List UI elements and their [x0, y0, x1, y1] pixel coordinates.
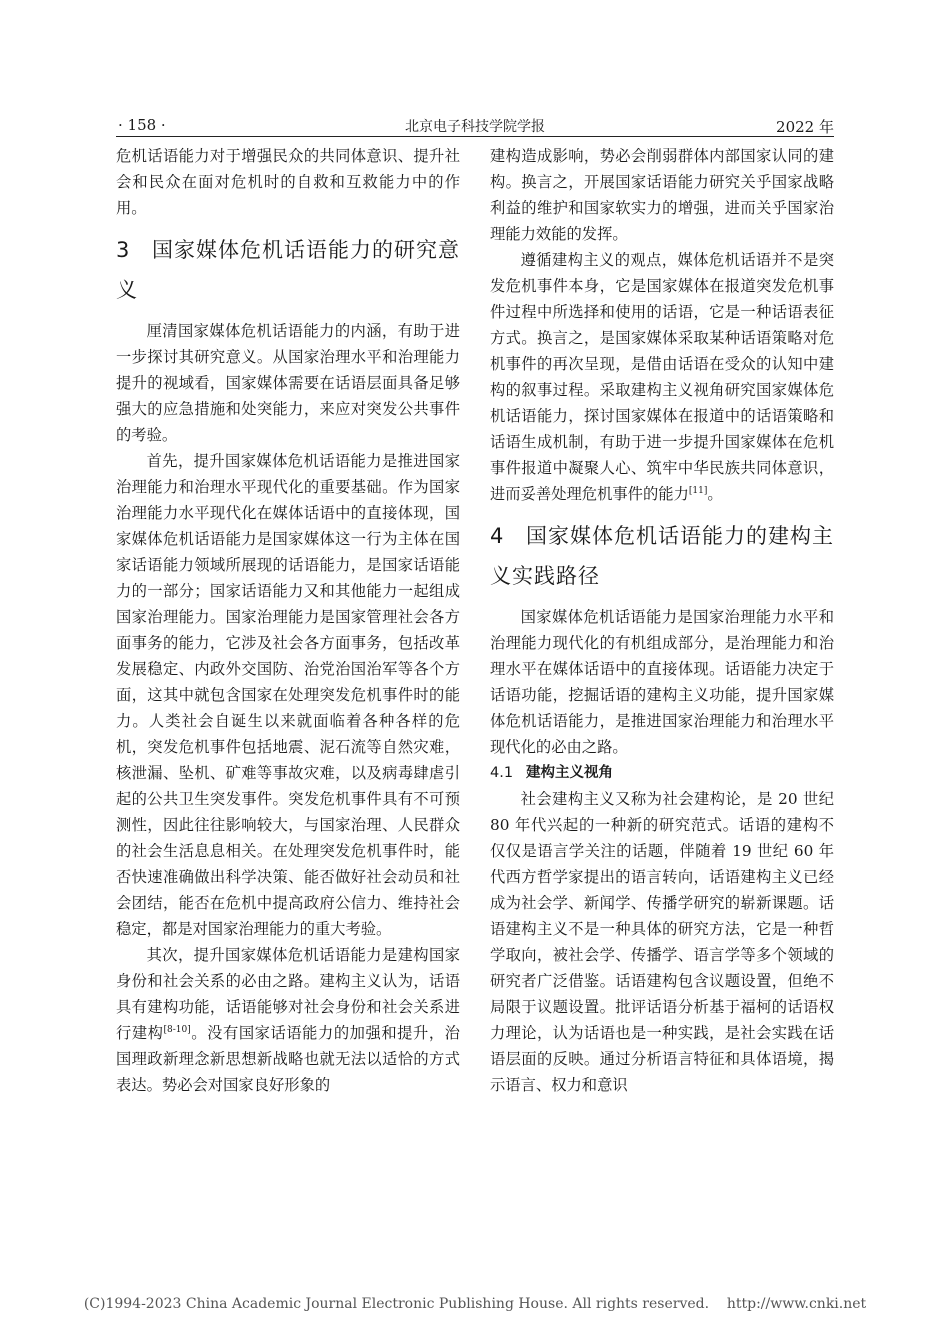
- page-number: · 158 ·: [118, 116, 166, 134]
- paragraph: [116, 942, 460, 1098]
- paragraph: [490, 247, 834, 507]
- copyright-footer: (C)1994-2023 China Academic Journal Electronic Publishing House. All rights reserved. http://www.cnki.net: [83, 1296, 867, 1312]
- journal-title: 北京电子科技学院学报: [405, 119, 545, 135]
- running-header: [116, 112, 834, 138]
- header-rule: [116, 136, 834, 137]
- right-column: [490, 143, 834, 1098]
- paragraph: 首先，提升国家媒体危机话语能力是推进国家治理能力和治理水平现代化的重要基础。作为国家治理能力水平现代化在媒体话语中的直接体现，国家媒体危机话语能力是国家媒体这一行为主体在国家话语能力领域所展现的话语能力，是国家话语能力的一部分；国家话语能力又和其他能力一起组成国家治理能力。国家治理能力是国家管理社会各方面事务的能力，它涉及社会各方面事务，包括改革发展稳定、内政外交国防、治党治国治军等各个方面，这其中就包含国家在处理突发危机事件时的能力。人类社会自诞生以来就面临着各种各样的危机，突发危机事件包括地震、泥石流等自然灾难，核泄漏、坠机、矿难等事故灾难，以及病毒肆虐引起的公共卫生突发事件。突发危机事件具有不可预测性，因此往往影响较大，与国家治理、人民群众的社会生活息息相关。在处理突发危机事件时，能否快速准确做出科学决策、能否做好社会动员和社会团结，能否在危机中提高政府公信力、维持社会稳定，都是对国家治理能力的重大考验。: [116, 452, 460, 938]
- citation: [11]: [688, 485, 708, 496]
- paragraph: 国家媒体危机话语能力是国家治理能力水平和治理能力现代化的有机组成部分，是治理能力和治理水平在媒体话语中的直接体现。话语能力决定于话语功能，挖掘话语的建构主义功能，提升国家媒体危机话语能力，是推进国家治理能力和治理水平现代化的必由之路。: [490, 608, 834, 756]
- paragraph: 厘清国家媒体危机话语能力的内涵，有助于进一步探讨其研究意义。从国家治理水平和治理能力提升的视域看，国家媒体需要在话语层面具备足够强大的应急措施和处突能力，来应对突发公共事件的考验。: [116, 322, 460, 444]
- subsection-4-1-heading: [490, 760, 834, 786]
- paragraph-continued: 危机话语能力对于增强民众的共同体意识、提升社会和民众在面对危机时的自救和互救能力中的作用。: [116, 147, 460, 217]
- paragraph-text: 其次，提升国家媒体危机话语能力是建构国家身份和社会关系的必由之路。建构主义认为，话语具有建构功能，话语能够对社会身份和社会关系进行建构: [116, 946, 460, 1042]
- section-3-number: 3: [116, 238, 131, 262]
- paragraph-continued: 建构造成影响，势必会削弱群体内部国家认同的建构。换言之，开展国家话语能力研究关乎国家战略利益的维护和国家软实力的增强，进而关乎国家治理能力效能的发挥。: [490, 147, 834, 243]
- left-column: [116, 143, 460, 1098]
- section-3-heading: [116, 230, 460, 310]
- paragraph-text: 遵循建构主义的观点，媒体危机话语并不是突发危机事件本身，它是国家媒体在报道突发危机事件过程中所选择和使用的话语，它是一种话语表征方式。换言之，是国家媒体采取某种话语策略对危机事件的再次呈现，是借由话语在受众的认知中建构的叙事过程。采取建构主义视角研究国家媒体危机话语能力，探讨国家媒体在报道中的话语策略和话语生成机制，有助于进一步提升国家媒体在危机事件报道中凝聚人心、筑牢中华民族共同体意识，进而妥善处理危机事件的能力: [490, 251, 834, 503]
- subsection-4-1-title: 建构主义视角: [526, 765, 613, 781]
- subsection-4-1-number: 4.1: [490, 765, 514, 781]
- paragraph-text: 。没有国家话语能力的加强和提升，治国理政新理念新思想新战略也就无法以适恰的方式表达。势必会对国家良好形象的: [116, 1024, 460, 1094]
- publication-year: 2022 年: [776, 118, 834, 136]
- paragraph: 社会建构主义又称为社会建构论，是 20 世纪 80 年代兴起的一种新的研究范式。话语的建构不仅仅是语言学关注的话题，伴随着 19 世纪 60 年代西方哲学家提出的语言转向，话语建构主义已经成为社会学、新闻学、传播学研究的崭新课题。话语建构主义不是一种具体的研究方法，它是一种哲学取向，被社会学、传播学、语言学等多个领域的研究者广泛借鉴。话语建构包含议题设置，但绝不局限于议题设置。批评话语分析基于福柯的话语权力理论，认为话语也是一种实践，是社会实践在话语层面的反映。通过分析语言特征和具体语境，揭示语言、权力和意识: [490, 790, 834, 1094]
- section-4-heading: [490, 516, 834, 596]
- section-3-title: 国家媒体危机话语能力的研究意义: [116, 238, 460, 302]
- section-4-number: 4: [490, 524, 505, 548]
- citation: [8-10]: [163, 1024, 191, 1035]
- section-4-title: 国家媒体危机话语能力的建构主义实践路径: [490, 524, 834, 588]
- paragraph-text: 。: [707, 485, 723, 503]
